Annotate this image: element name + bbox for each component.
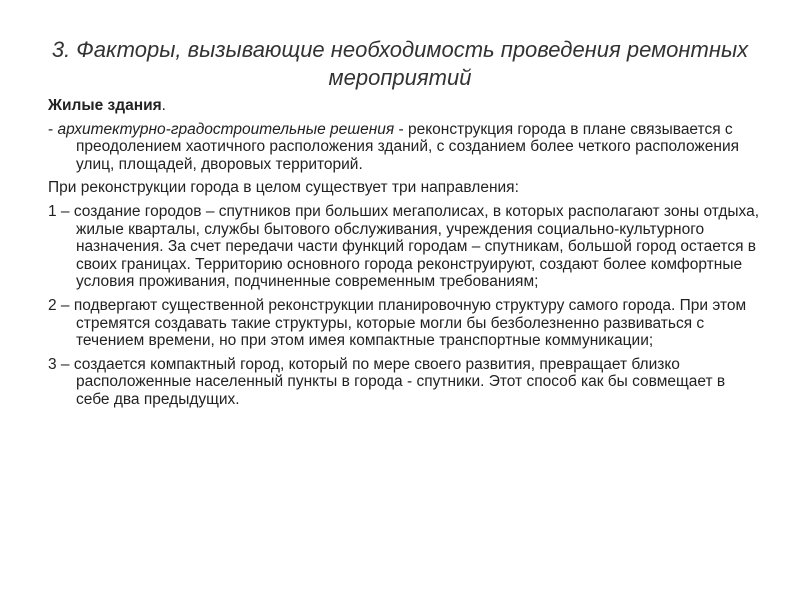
section-heading-text: Жилые здания xyxy=(48,97,162,114)
slide-content xyxy=(48,97,760,415)
section-heading-suffix: . xyxy=(161,97,166,114)
intro-paragraph: При реконструкции города в целом существует три направления: xyxy=(48,179,519,197)
slide-title: 3. Факторы, вызывающие необходимость проведения ремонтных мероприятий xyxy=(51,37,749,90)
list-item-2: 2 – подвергают существенной реконструкции планировочную структуру самого города. При этом стремятся создавать такие структуры, которые могли бы безболезненно развиваться с течением времени, но при этом имея компактные транспортные коммуникации; xyxy=(48,296,747,350)
arch-lead: архитектурно-градостроительные решения xyxy=(57,120,395,138)
arch-text: - реконструкция города в плане связывается с преодолением хаотичного расположения зданий, с созданием более четкого расположения улиц, площадей, дворовых территорий. xyxy=(76,120,740,173)
list-item-3: 3 – создается компактный город, который по мере своего развития, превращает близко расположенные населенный пункты в города - спутники. Этот способ как бы совмещает в себе два предыдущих. xyxy=(48,355,726,408)
list-item-1: 1 – создание городов – спутников при больших мегаполисах, в которых располагают зоны отдыха, жилые кварталы, службы бытового обслуживания, учреждения социально-культурного назначения. За счет передачи части функций городам – спутникам, большой город остается в своих границах. Территорию основного города реконструируют, создают более комфортные условия проживания, подчиненные современным требованиям; xyxy=(48,202,760,291)
arch-prefix: - xyxy=(48,120,58,138)
arch-paragraph xyxy=(48,121,760,174)
section-heading xyxy=(48,97,760,115)
